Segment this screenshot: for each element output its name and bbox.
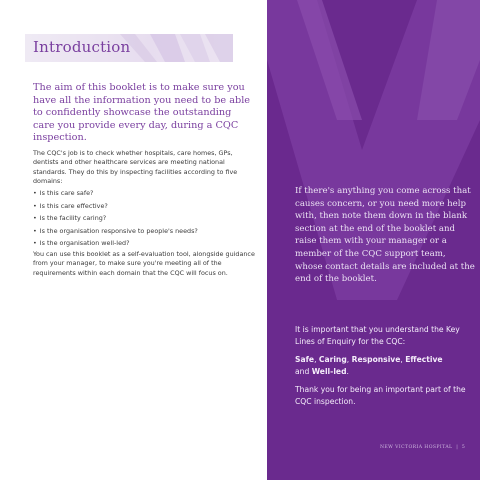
page-number: 5 [461,445,466,450]
domain-list [33,187,258,250]
key-line-safe: Safe [295,355,315,364]
list-item: • Is the organisation well-led? [33,237,258,250]
page-title: Introduction [33,38,131,56]
key-line-caring: Caring [318,355,347,364]
lead-paragraph: The aim of this booklet is to make sure you have all the information you need to be able to confidently showcase the outstanding care you provide every day, during a CQC inspection. [33,82,251,144]
footer-org: NEW VICTORIA HOSPITAL [380,445,453,450]
self-evaluation-paragraph: You can use this booklet as a self-evaluation tool, alongside guidance from your manager, to make sure you're meeting all of the requirements within each domain that the CQC will focus on. [33,250,255,277]
list-item: • Is the facility caring? [33,212,258,225]
key-line-effective: Effective [405,355,443,364]
right-page [267,0,480,480]
list-item: • Is this care safe? [33,187,258,200]
title-band [25,34,233,62]
thanks-paragraph: Thank you for being an important part of the CQC inspection. [295,385,466,406]
list-item: • Is this care effective? [33,200,258,213]
cqc-role-paragraph: The CQC's job is to check whether hospitals, care homes, GPs, dentists and other healthcare services are meeting national standards. They do this by inspecting facilities according to five domains: [33,149,238,185]
key-lines-intro: It is important that you understand the Key Lines of Enquiry for the CQC: [295,325,460,346]
footer-separator: | [456,445,459,450]
key-line-well-led: Well-led [311,367,347,376]
page-footer [380,445,465,450]
list-item: • Is the organisation responsive to people's needs? [33,225,258,238]
key-lines-list: Safe, Caring, Responsive, Effective and Well-led. [295,355,443,376]
key-line-responsive: Responsive [351,355,401,364]
concerns-paragraph: If there's anything you come across that causes concern, or you need more help with, then note them down in the blank section at the end of the booklet and raise them with your manager or a member of the CQC support team, whose contact details are included at the end of the booklet. [295,186,475,285]
